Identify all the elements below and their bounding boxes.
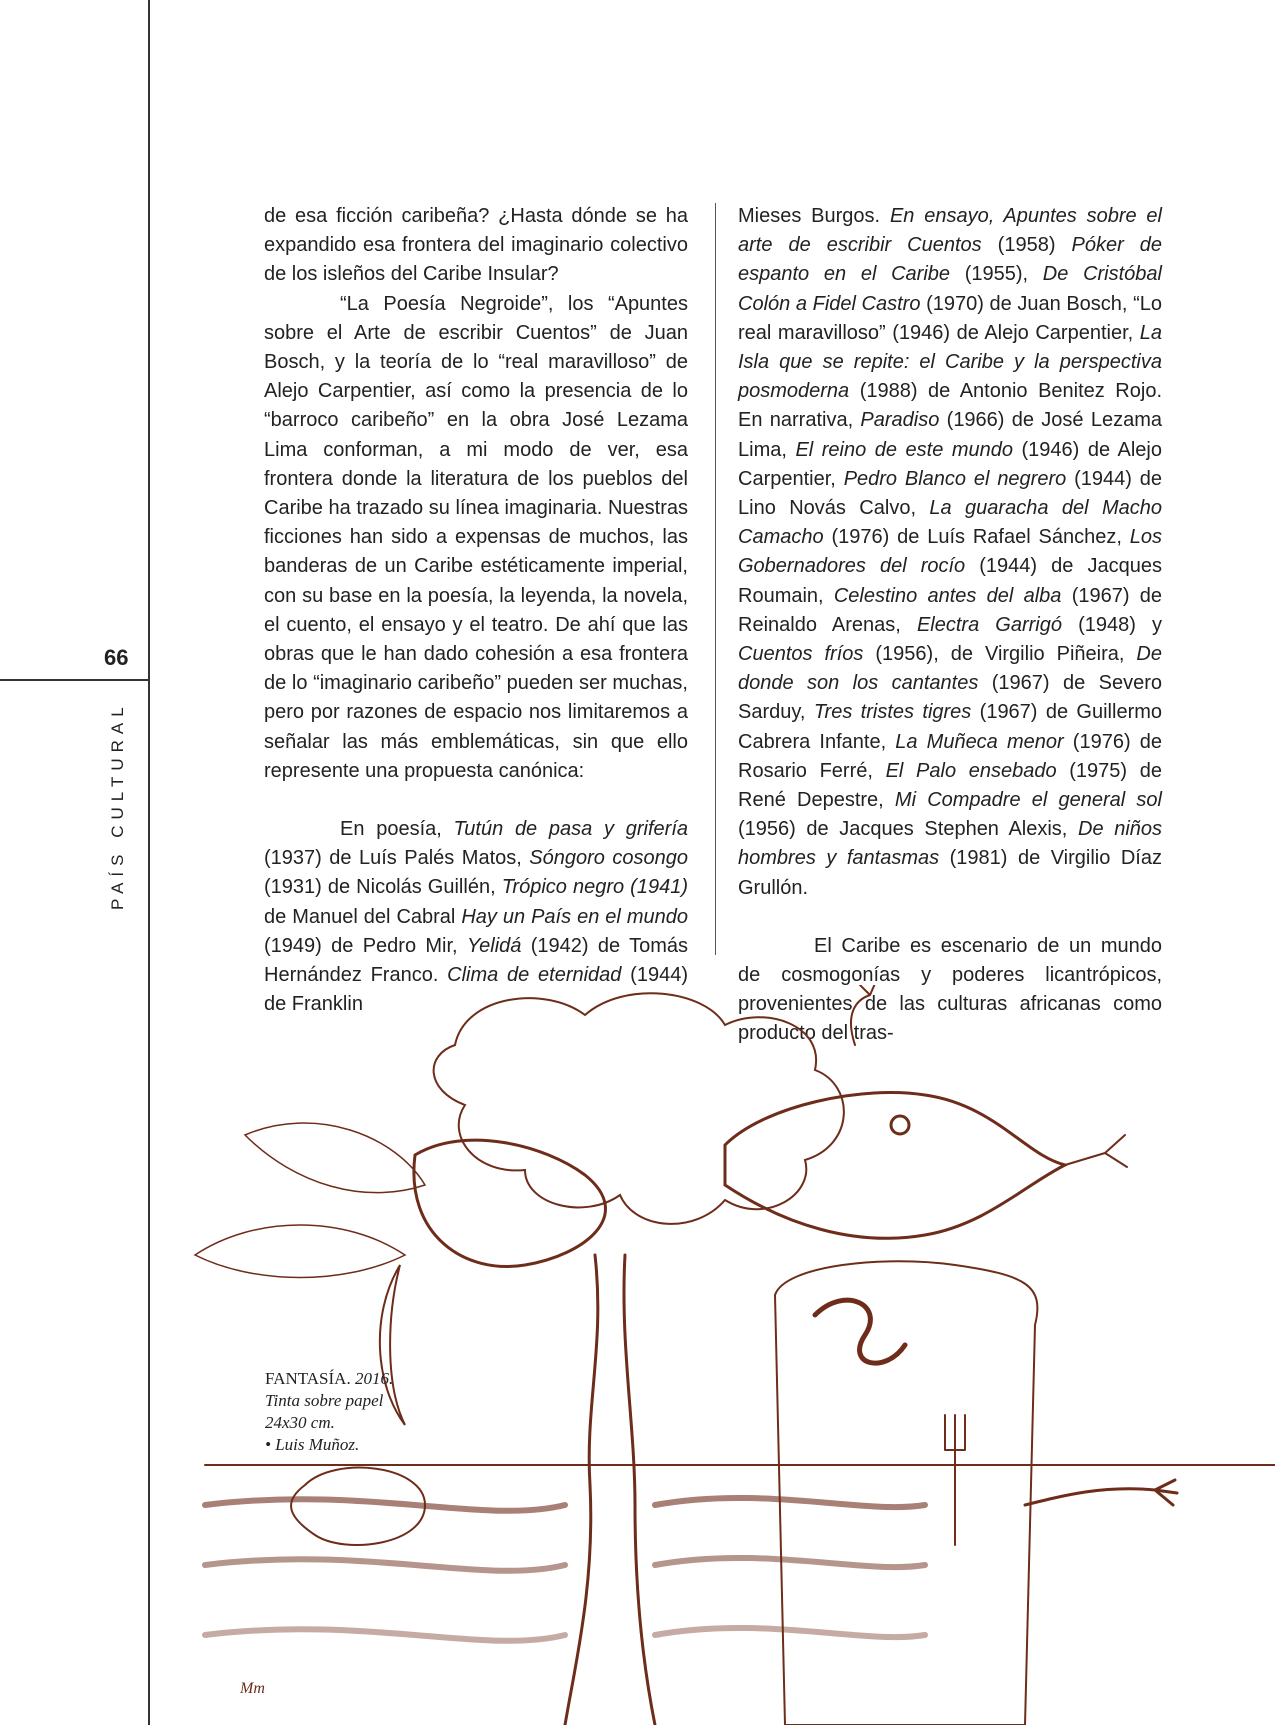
italic-title: Cuentos fríos — [738, 643, 864, 666]
text-run: (1967) de Reinaldo Arenas, — [738, 584, 1163, 636]
italic-title: La guaracha del Macho Camacho — [738, 497, 1162, 549]
text-run: (1967) de Guillermo Cabrera Infante, — [738, 701, 1163, 753]
italic-title: En ensayo, Apuntes sobre el arte de escribir Cuentos — [738, 205, 1163, 257]
italic-title: Sóngoro cosongo — [529, 847, 688, 870]
text-run: de Manuel del Cabral — [264, 905, 462, 928]
margin-vertical-rule — [148, 0, 150, 1725]
paragraph — [738, 202, 1162, 903]
text-run: (1958) — [981, 234, 1072, 257]
text-run: (1944) de Jacques Roumain, — [738, 555, 1162, 607]
italic-title: Tres tristes tigres — [813, 701, 972, 724]
italic-title: El reino de este mundo — [795, 438, 1013, 461]
caption-artist: • Luis Muñoz. — [265, 1435, 360, 1454]
text-run: (1970) de Juan Bosch, “Lo real maravilloso” (1946) de Alejo Carpentier, — [738, 292, 1162, 344]
text-run: (1931) de Nicolás Guillén, — [264, 876, 502, 899]
paragraph — [264, 290, 688, 786]
italic-title: Trópico negro (1941) — [501, 876, 688, 899]
italic-title: Los Gobernadores del rocío — [738, 526, 1162, 578]
caption-size: 24x30 cm. — [265, 1413, 335, 1432]
italic-title: Mi Compadre el general sol — [894, 789, 1162, 812]
text-run: (1966) de José Lezama Lima, — [738, 409, 1162, 461]
text-run: (1944) de Franklin — [264, 964, 688, 1016]
artwork-caption — [265, 1368, 393, 1456]
margin-horizontal-rule — [0, 679, 150, 681]
italic-title: Celestino antes del alba — [833, 584, 1062, 607]
text-run: (1942) de Tomás Hernández Franco. — [264, 934, 689, 987]
text-run: El Caribe es escenario de un mundo de cosmogonías y poderes licantrópicos, provenientes de las culturas africanas como producto del tras- — [738, 934, 1162, 1045]
text-run: (1975) de René Depestre, — [738, 759, 1162, 812]
italic-title: Clima de eternidad — [447, 964, 622, 987]
text-run: (1955), — [950, 263, 1043, 286]
text-run: (1949) de Pedro Mir, — [264, 934, 467, 957]
text-run: (1956), de Virgilio Piñeira, — [863, 643, 1137, 666]
text-run: (1956) de Jacques Stephen Alexis, — [738, 818, 1078, 841]
text-run: (1976) de Luís Rafael Sánchez, — [823, 526, 1130, 549]
italic-title: Electra Garrigó — [916, 613, 1062, 636]
text-run: (1967) de Severo Sarduy, — [738, 672, 1162, 724]
section-title: PAÍS CULTURAL — [108, 701, 127, 910]
text-run: Mieses Burgos. — [738, 205, 890, 227]
italic-title: Yelidá — [466, 934, 522, 957]
left-text-column — [264, 202, 688, 1019]
text-run: (1988) de Antonio Benitez Rojo. En narrativa, — [738, 380, 1162, 432]
italic-title: Paradiso — [860, 409, 940, 432]
paragraph — [264, 202, 688, 290]
text-run: (1946) de Alejo Carpentier, — [738, 438, 1162, 490]
artwork-illustration — [165, 985, 1275, 1725]
text-run: (1948) y — [1061, 613, 1162, 636]
italic-title: Pedro Blanco el negrero — [843, 467, 1067, 490]
column-divider — [715, 203, 716, 955]
italic-title: La Muñeca menor — [895, 730, 1064, 753]
italic-title: La Isla que se repite: el Caribe y la perspectiva posmoderna — [738, 321, 1162, 403]
italic-title: De Cristóbal Colón a Fidel Castro — [738, 263, 1162, 315]
text-run: (1976) de Rosario Ferré, — [738, 730, 1163, 782]
italic-title: Hay un País en el mundo — [461, 905, 688, 928]
italic-title: De niños hombres y fantasmas — [738, 818, 1163, 870]
page-number: 66 — [104, 645, 129, 670]
text-run: “La Poesía Negroide”, los “Apuntes sobre el Arte de escribir Cuentos” de Juan Bosch, y la teoría de lo “real maravilloso” de Alejo Carpentier, así como la presencia de lo “barroco caribeño” en la obra José Lezama Lima conforman, a mi modo de ver, esa frontera donde la literatura de los pueblos del Caribe ha trazado su línea imaginaria. Nuestras ficciones han sido a expensas de muchos, las banderas de un Caribe estéticamente imperial, con su base en la poesía, la leyenda, la novela, el cuento, el ensayo y el teatro. De ahí que las obras que le han dado cohesión a esa frontera de lo “imaginario caribeño” pueden ser muchas, pero por razones de espacio nos limitaremos a señalar las más emblemáticas, sin que ello represente una propuesta canónica: — [264, 292, 688, 782]
caption-year: 2016. — [350, 1369, 394, 1388]
artist-signature: Mm — [240, 1680, 265, 1697]
text-run: (1981) de Virgilio Díaz Grullón. — [738, 847, 1162, 899]
text-run: de esa ficción caribeña? ¿Hasta dónde se ha expandido esa frontera del imaginario colectivo de los isleños del Caribe Insular? — [264, 205, 688, 286]
italic-title: Tutún de pasa y grifería — [453, 818, 689, 841]
italic-title: Póker de espanto en el Caribe — [738, 234, 1162, 286]
text-run: En poesía, — [340, 818, 454, 841]
italic-title: El Palo ensebado — [885, 759, 1057, 782]
caption-title: FANTASÍA. — [265, 1369, 351, 1388]
italic-title: De donde son los cantantes — [738, 643, 1162, 695]
text-run: (1937) de Luís Palés Matos, — [264, 847, 530, 870]
caption-medium: Tinta sobre papel — [265, 1391, 384, 1410]
text-run: (1944) de Lino Novás Calvo, — [738, 467, 1162, 520]
right-text-column — [738, 202, 1162, 1049]
